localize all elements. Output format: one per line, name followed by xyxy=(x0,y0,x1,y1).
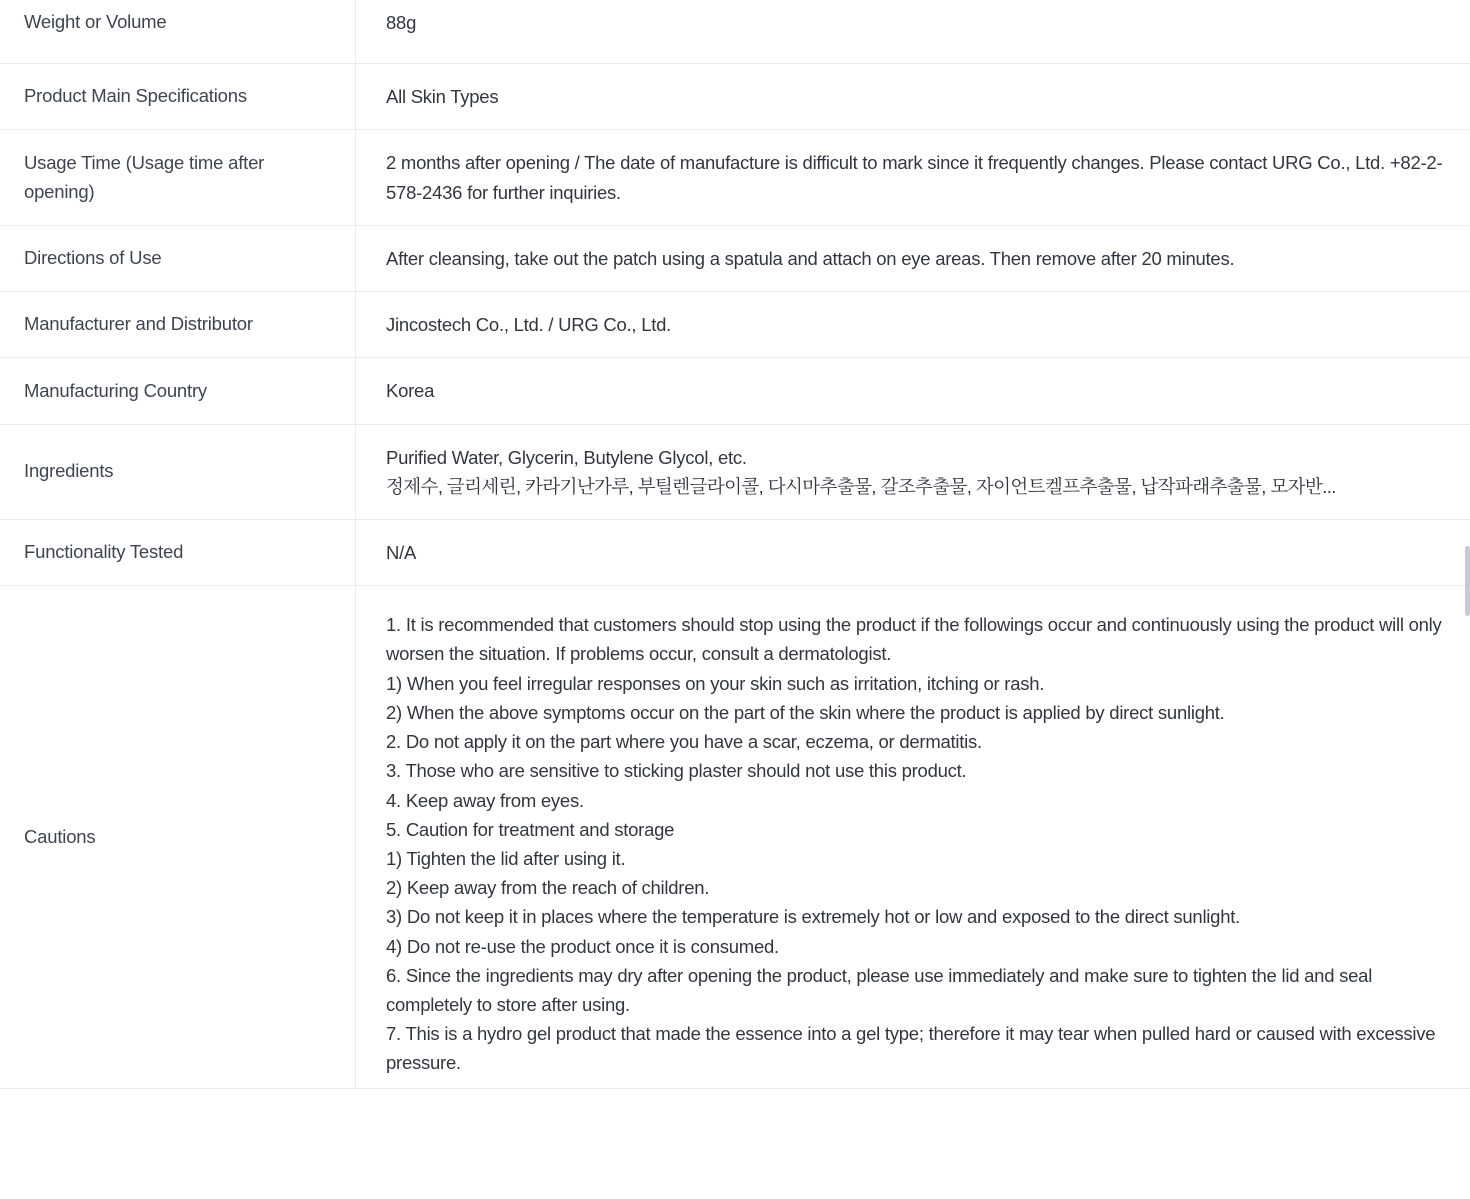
value-line: 4) Do not re-use the product once it is consumed. xyxy=(386,935,779,957)
value-line: 2) Keep away from the reach of children. xyxy=(386,877,710,899)
value-line: 2. Do not apply it on the part where you have a scar, eczema, or dermatitis. xyxy=(386,731,982,753)
value-line: 5. Caution for treatment and storage xyxy=(386,818,675,840)
row-value xyxy=(356,64,1470,130)
row-value xyxy=(356,225,1470,291)
value-line: After cleansing, take out the patch using a spatula and attach on eye areas. Then remove after 20 minutes. xyxy=(386,247,1235,269)
value-line: 2) When the above symptoms occur on the part of the skin where the product is applied by direct sunlight. xyxy=(386,701,1225,723)
table-row xyxy=(0,0,1470,64)
page-scrollbar-thumb[interactable] xyxy=(1465,546,1470,616)
value-line: Purified Water, Glycerin, Butylene Glycol, etc. xyxy=(386,446,747,468)
table-row xyxy=(0,586,1470,1089)
row-value xyxy=(356,519,1470,585)
table-row xyxy=(0,358,1470,424)
value-line: 3. Those who are sensitive to sticking plaster should not use this product. xyxy=(386,760,967,782)
value-line: 1. It is recommended that customers should stop using the product if the followings occur and continuously using the product will only worsen the situation. If problems occur, consult a dermatologist. xyxy=(386,614,1447,665)
table-row xyxy=(0,519,1470,585)
value-line: 1) Tighten the lid after using it. xyxy=(386,847,626,869)
table-row xyxy=(0,225,1470,291)
value-line: 7. This is a hydro gel product that made the essence into a gel type; therefore it may tear when pulled hard or caused with excessive pressure. xyxy=(386,1023,1441,1074)
table-row xyxy=(0,64,1470,130)
table-row xyxy=(0,292,1470,358)
value-line-korean: 정제수, 글리세린, 카라기난가루, 부틸렌글라이콜, 다시마추출물, 갈조추출물, 자이언트켈프추출물, 납작파래추출물, 모자반... xyxy=(386,475,1336,497)
table-row xyxy=(0,424,1470,519)
row-value xyxy=(356,424,1470,519)
row-label: Usage Time (Usage time after opening) xyxy=(0,130,356,225)
row-value xyxy=(356,586,1470,1089)
row-label: Directions of Use xyxy=(0,225,356,291)
row-value xyxy=(356,292,1470,358)
value-line: 2 months after opening / The date of manufacture is difficult to mark since it frequently changes. Please contact URG Co., Ltd. +82-2-578-2436 for further inquiries. xyxy=(386,152,1443,203)
row-label: Functionality Tested xyxy=(0,519,356,585)
row-label: Manufacturing Country xyxy=(0,358,356,424)
value-line: 3) Do not keep it in places where the temperature is extremely hot or low and exposed to the direct sunlight. xyxy=(386,906,1241,928)
value-line: 6. Since the ingredients may dry after opening the product, please use immediately and make sure to tighten the lid and seal completely to store after using. xyxy=(386,964,1377,1016)
value-line: Jincostech Co., Ltd. / URG Co., Ltd. xyxy=(386,314,672,336)
row-value xyxy=(356,130,1470,225)
row-label: Ingredients xyxy=(0,424,356,519)
value-line: All Skin Types xyxy=(386,86,499,108)
row-label: Weight or Volume xyxy=(0,0,356,64)
value-line: Korea xyxy=(386,380,435,402)
value-line: 88g xyxy=(386,12,417,33)
row-value xyxy=(356,0,1470,64)
table-row xyxy=(0,130,1470,225)
row-value xyxy=(356,358,1470,424)
row-label: Cautions xyxy=(0,586,356,1089)
value-line: N/A xyxy=(386,541,417,563)
value-line: 1) When you feel irregular responses on your skin such as irritation, itching or rash. xyxy=(386,672,1045,694)
row-label: Manufacturer and Distributor xyxy=(0,292,356,358)
value-line: 4. Keep away from eyes. xyxy=(386,789,584,811)
row-label: Product Main Specifications xyxy=(0,64,356,130)
